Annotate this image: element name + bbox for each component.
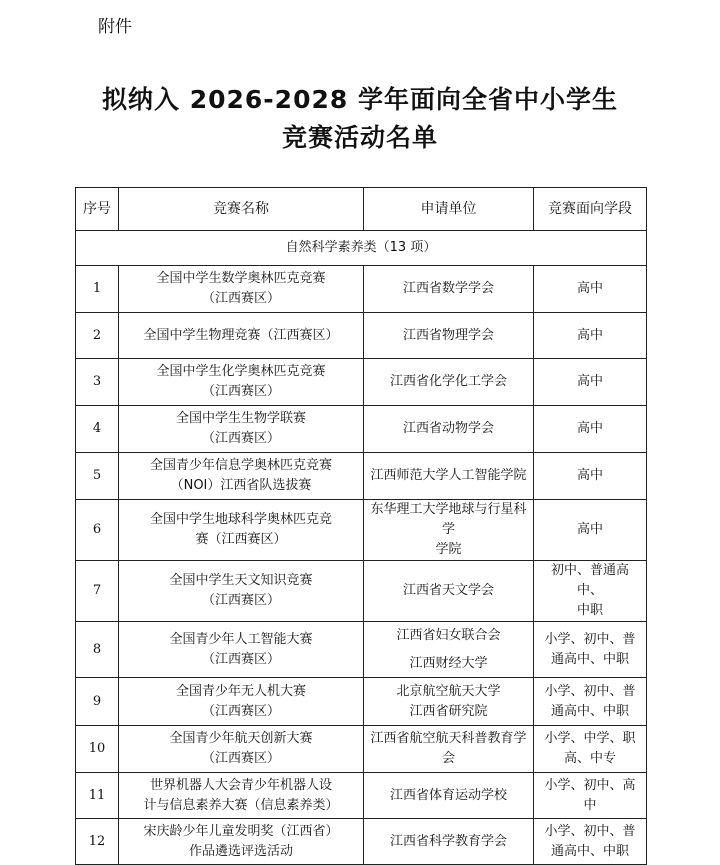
applicant-unit-line: 江西省航空航天科普教育学会 [370, 731, 527, 766]
applicant-unit-line: 江西省体育运动学校 [389, 787, 507, 803]
competition-name-line: 全国青少年无人机大赛 [175, 683, 306, 699]
applicant-unit-line: 江西师范大学人工智能学院 [370, 468, 527, 483]
row-number-line: 5 [92, 468, 102, 483]
row-number [76, 313, 119, 359]
competition-name [119, 500, 364, 561]
table-row [76, 313, 647, 359]
applicant-unit [364, 453, 534, 500]
competition-name-line: 全国青少年人工智能大赛 [169, 631, 313, 647]
competition-name-line: 全国青少年航天创新大赛 [169, 731, 313, 746]
row-number-line: 7 [92, 583, 102, 598]
table-row [76, 561, 647, 622]
row-number-line: 11 [88, 787, 106, 803]
row-number [76, 406, 119, 453]
row-number-line: 9 [92, 693, 102, 709]
applicant-unit-line: 江西财经大学 [409, 655, 488, 671]
applicant-unit [364, 819, 534, 865]
row-number-line: 10 [88, 741, 106, 756]
applicant-unit [364, 406, 534, 453]
school-level [534, 313, 647, 359]
competition-name [119, 406, 364, 453]
school-level-line: 高中 [576, 327, 603, 343]
school-level [534, 678, 647, 726]
competition-name [119, 359, 364, 406]
school-level-line: 高、中专 [563, 751, 616, 766]
row-number-line: 2 [92, 327, 102, 343]
competition-name-line: 计与信息素养大赛（信息素养类） [143, 797, 339, 813]
school-level-line: 通高中、中职 [550, 651, 629, 667]
table-row [76, 819, 647, 865]
competition-name [119, 453, 364, 500]
competition-name [119, 266, 364, 313]
school-level [534, 773, 647, 819]
school-level-line: 高中 [576, 281, 603, 296]
school-level-line: 小学、中学、职 [544, 731, 636, 746]
applicant-unit-line: 江西省研究院 [409, 703, 488, 719]
competition-name-line: 全国中学生数学奥林匹克竞赛 [156, 271, 326, 286]
column-header-org: 申请单位 [364, 188, 534, 231]
competition-name-line: 宋庆龄少年儿童发明奖（江西省） [143, 823, 339, 839]
applicant-unit [364, 313, 534, 359]
column-header-no: 序号 [76, 188, 119, 231]
competition-name-line: 全国中学生生物学联赛 [175, 411, 306, 426]
applicant-unit-line: 江西省物理学会 [402, 327, 494, 343]
school-level-line: 小学、初中、高 [544, 777, 636, 793]
table-row [76, 359, 647, 406]
applicant-unit [364, 359, 534, 406]
competition-name-line: （江西赛区） [201, 751, 280, 766]
competition-name [119, 561, 364, 622]
row-number [76, 622, 119, 678]
table-header-row [76, 188, 647, 231]
applicant-unit [364, 561, 534, 622]
row-number [76, 266, 119, 313]
table-row [76, 406, 647, 453]
competition-name-line: （江西赛区） [201, 651, 280, 667]
competition-name [119, 773, 364, 819]
applicant-unit-line: 江西省科学教育学会 [389, 833, 507, 849]
column-header-level: 竞赛面向学段 [534, 188, 647, 231]
school-level [534, 266, 647, 313]
row-number [76, 453, 119, 500]
row-number-line: 6 [92, 522, 102, 537]
school-level [534, 406, 647, 453]
competition-name-line: 作品遴选评选活动 [188, 843, 293, 859]
applicant-unit [364, 622, 534, 678]
competition-name-line: （NOI）江西省队选拔赛 [170, 478, 312, 493]
competition-name-line: 全国中学生天文知识竞赛 [169, 573, 313, 588]
competition-name-line: 全国中学生物理竞赛（江西赛区） [143, 327, 339, 343]
table-row [76, 678, 647, 726]
row-number [76, 500, 119, 561]
school-level-line: 高中 [576, 421, 603, 436]
competition-name-line: 世界机器人大会青少年机器人设 [149, 777, 332, 793]
school-level [534, 453, 647, 500]
school-level-line: 通高中、中职 [550, 703, 629, 719]
school-level [534, 500, 647, 561]
competition-name [119, 819, 364, 865]
applicant-unit-line: 北京航空航天大学 [396, 683, 501, 699]
document-title-line2: 竞赛活动名单 [281, 123, 438, 152]
school-level-line: 通高中、中职 [550, 843, 629, 859]
school-level-line: 小学、初中、普 [544, 631, 636, 647]
row-number [76, 773, 119, 819]
competition-name [119, 726, 364, 773]
school-level-line: 中 [583, 797, 597, 813]
school-level [534, 819, 647, 865]
row-number [76, 726, 119, 773]
school-level [534, 359, 647, 406]
applicant-unit-line: 东华理工大学地球与行星科学 [370, 502, 527, 537]
competition-name-line: （江西赛区） [201, 431, 280, 446]
school-level-line: 中职 [576, 603, 603, 618]
applicant-unit-line: 江西省妇女联合会 [396, 627, 501, 643]
competition-name-line: 全国中学生地球科学奥林匹克竞 [149, 512, 332, 527]
row-number [76, 678, 119, 726]
applicant-unit-line: 江西省数学学会 [402, 281, 494, 296]
row-number [76, 561, 119, 622]
row-number-line: 4 [92, 421, 102, 436]
competition-name [119, 622, 364, 678]
category-label: 自然科学素养类（13 项） [76, 231, 647, 266]
applicant-unit [364, 678, 534, 726]
competition-name-line: （江西赛区） [201, 593, 280, 608]
document-title-line1: 拟纳入 2026-2028 学年面向全省中小学生 [102, 85, 618, 114]
applicant-unit [364, 500, 534, 561]
table-row [76, 266, 647, 313]
school-level-line: 小学、初中、普 [544, 823, 636, 839]
category-row [76, 231, 647, 266]
school-level-line: 高中 [576, 374, 603, 389]
table-row [76, 773, 647, 819]
school-level-line: 初中、普通高中、 [550, 563, 629, 598]
column-header-name: 竞赛名称 [119, 188, 364, 231]
competition-name-line: （江西赛区） [201, 291, 280, 306]
applicant-unit-line: 学院 [435, 542, 462, 557]
competition-name [119, 313, 364, 359]
row-number [76, 819, 119, 865]
row-number-line: 12 [88, 833, 106, 849]
row-number [76, 359, 119, 406]
applicant-unit [364, 266, 534, 313]
row-number-line: 8 [92, 641, 102, 657]
school-level [534, 561, 647, 622]
competition-name-line: 赛（江西赛区） [195, 532, 287, 547]
applicant-unit-line: 江西省化学化工学会 [389, 374, 507, 389]
row-number-line: 1 [92, 281, 102, 296]
school-level [534, 726, 647, 773]
school-level-line: 高中 [576, 522, 603, 537]
school-level [534, 622, 647, 678]
applicant-unit [364, 773, 534, 819]
row-number-line: 3 [92, 374, 102, 389]
competition-name-line: （江西赛区） [201, 384, 280, 399]
table-row [76, 622, 647, 678]
table-row [76, 726, 647, 773]
applicant-unit [364, 726, 534, 773]
attachment-label: 附件 [98, 17, 132, 37]
school-level-line: 小学、初中、普 [544, 683, 636, 699]
competition-name [119, 678, 364, 726]
applicant-unit-line: 江西省动物学会 [402, 421, 494, 436]
applicant-unit-line: 江西省天文学会 [402, 583, 494, 598]
competition-name-line: 全国中学生化学奥林匹克竞赛 [156, 364, 326, 379]
competition-table [75, 187, 647, 865]
school-level-line: 高中 [576, 468, 603, 483]
table-row [76, 453, 647, 500]
competition-name-line: 全国青少年信息学奥林匹克竞赛 [149, 458, 332, 473]
competition-name-line: （江西赛区） [201, 703, 280, 719]
table-row [76, 500, 647, 561]
